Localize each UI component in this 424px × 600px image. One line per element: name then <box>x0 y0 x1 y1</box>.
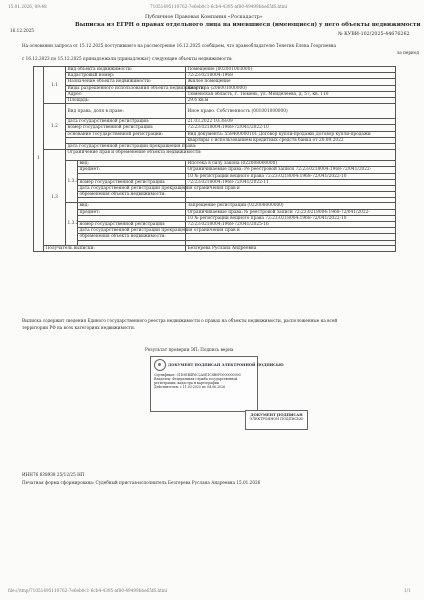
document-date: 16.12.2025 <box>10 28 34 33</box>
page-number: 1/1 <box>404 588 411 593</box>
restrictions-heading: Ограничение прав и обременение объекта недвижимости: <box>66 150 396 161</box>
field-label: обременения объекта недвижимости: <box>78 192 186 198</box>
field-label: дата государственной регистрации прекращения права: <box>67 144 197 150</box>
field-value: Ограничиваемые права: Ре реестровой записи 72:23:0218004:1968-72/041/2022- <box>186 167 396 173</box>
field-label: Кадастровый номер: <box>66 73 186 79</box>
field-label: Виды разрешенного использования объекта недвижимости: <box>67 85 206 91</box>
stamp1-line: Действителен: с 11.03.2025 по 04.06.2026 <box>154 385 226 389</box>
field-value: 21.03.2022 10:38:09 <box>186 119 396 125</box>
field-value: Жилое помещение <box>186 79 396 85</box>
field-label: Вид права, доля в праве: <box>66 104 186 119</box>
field-value: Иное право. Собственность (001001000000) <box>186 104 396 119</box>
stamp1-line: Сертификат: 01D9EB4F6C2A0E1C8B0F0000000000 <box>154 373 241 377</box>
recipient-value: Безгерева Руслана Андреевна <box>186 245 396 251</box>
signature-stamp-2 <box>245 410 308 430</box>
seal-icon <box>154 359 166 371</box>
intro-line-2: с 16.12.2023 по 15.12.2025 принадлежали (принадлежат) следующие объекты недвижимости: <box>22 56 233 61</box>
field-label: предмет: <box>78 167 186 173</box>
inn-line: ИНН76 638938 25/12/25 НП <box>22 472 85 477</box>
field-label: дата государственной регистрации: <box>66 119 186 125</box>
row-main-num: 1 <box>34 67 44 252</box>
intro-line-1-tail: за период <box>397 50 419 55</box>
stamp1-line: регистрации, кадастра и картографии <box>154 381 219 385</box>
section-1-3-1-num: 1.3.1 <box>66 161 78 203</box>
field-value: 72:23:0218004:1968-72/041/2025-16 <box>186 222 396 228</box>
print-form-line: Печатная форма сформирована: Судебный пристав-исполнитель Безгерева Руслана Андреевна 15.01.2026 <box>22 480 261 485</box>
field-value: 10 № регистрации вещного права 72:23:0218004:1968-72/041/2022-10 <box>186 215 396 221</box>
field-value: Ограничиваемые права: № реестровой записи 72:23:0218004:1968-72/041/2022- <box>186 209 396 215</box>
rights-table <box>33 66 396 252</box>
field-value: Помещение (002001003000) <box>186 67 396 73</box>
field-value: 72:23:0218004:1968 <box>186 73 396 79</box>
field-label: номер государственной регистрации: <box>78 222 186 228</box>
note-line-2: территории РФ на всех категориях недвижимости. <box>22 325 136 330</box>
field-label: предмет: <box>78 209 186 215</box>
signature-stamp-1 <box>150 356 284 412</box>
print-url-bottom: file:///tmp/71051495110762-7e6eb0c1-6cb4-4395-af80-49499bbe65f6.html <box>8 588 168 593</box>
field-value: Ипотека в силу закона (022008000000) <box>186 161 396 167</box>
field-label: дата государственной регистрации прекращения ограничения прав и <box>79 186 240 192</box>
field-label: номер государственной регистрации: <box>78 179 186 185</box>
stamp2-title: ДОКУМЕНТ ПОДПИСАН <box>250 413 303 417</box>
document-title: Выписка из ЕГРН о правах отдельного лица на имевшиеся (имеющиеся) у него объекты недвижимости <box>75 22 421 28</box>
document-number: № КУВИ-102/2025-44676262 <box>338 32 410 37</box>
field-value: Квартира (206001000000) <box>186 85 396 91</box>
intro-line-1: На основании запроса от 15.12.2025 поступившего на рассмотрение 16.12.2025 сообщаем, что правообладателю Тенетик Елена Георгиевна <box>22 43 337 48</box>
field-label: Вид объекта недвижимости: <box>66 67 186 73</box>
section-1-2-num: 1.2 <box>44 104 66 150</box>
company-name: Публичное Правовая Компания «Роскадастр» <box>145 15 263 20</box>
field-value: 72:23:0218004:1968-72/041/2022-11 <box>186 179 396 185</box>
field-label: основание государственной регистрации: <box>66 131 186 137</box>
field-value: 72:23:0218004:1968-72/041/2022-10 <box>186 125 396 131</box>
field-label: вид: <box>78 203 186 209</box>
field-value: 29.6 кв.м <box>186 98 396 104</box>
field-value: Вид документа: 558400000101 Договор купли-продажи Договор купли-продажи <box>186 131 396 137</box>
field-value: Запрещение регистрации (022008000000) <box>186 203 396 209</box>
field-value: Тюменская область, г. Тюмень, ул. Менделеева, д. 57, кв. 110 <box>186 91 396 97</box>
field-value: 10 № регистрации вещного права 72:23:0218004:1968-72/041/2022-10 <box>186 173 396 179</box>
signature-check-caption: Результат проверки ЭП: Подпись верна <box>145 347 234 352</box>
stamp1-line: Владелец: Федеральная служба государственной <box>154 377 238 381</box>
field-label: Назначение объекта недвижимости: <box>66 79 186 85</box>
print-url-top: 71051495110762-7e6eb0c1-6cb4-4395-af80-49499bbe65f6.html <box>150 4 288 9</box>
field-label: обременения объекта недвижимости: <box>78 234 186 240</box>
field-value: квартиры с использованием кредитных средств банка от 20.09.2022 <box>186 137 396 143</box>
recipient-label: Получатель выписки: <box>44 245 186 251</box>
section-1-1-num: 1.1 <box>44 67 66 104</box>
field-label: вид: <box>78 161 186 167</box>
field-label: Адрес: <box>66 91 186 97</box>
note-line-1: Выписка содержит сведения Единого государственного реестра недвижимости о правах на объекты недвижимости, расположенные на всей <box>22 318 338 323</box>
field-label: Площадь: <box>66 98 186 104</box>
section-1-3-num: 1.3 <box>44 150 66 245</box>
field-label: номер государственной регистрации: <box>66 125 186 131</box>
print-datetime: 15.01.2026, 09:48 <box>8 4 47 9</box>
stamp1-title: ДОКУМЕНТ ПОДПИСАН ЭЛЕКТРОННОЙ ПОДПИСЬЮ <box>168 363 284 367</box>
stamp2-sub: ЭЛЕКТРОННОЙ ПОДПИСЬЮ <box>249 417 304 422</box>
section-1-3-2-num: 1.3.2 <box>66 203 78 245</box>
field-label: дата государственной регистрации прекращения ограничения прав и <box>79 228 240 234</box>
